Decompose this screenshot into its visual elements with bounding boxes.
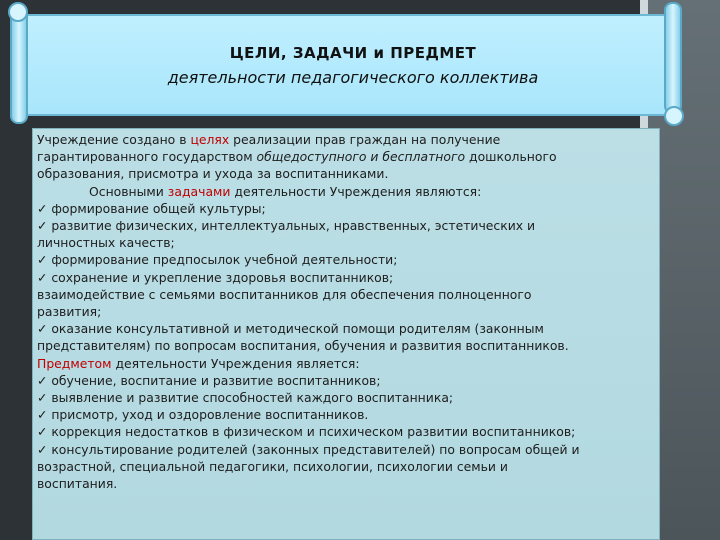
intro-line-b-italic: общедоступного и бесплатного: [256, 149, 466, 165]
intro-prefix: Учреждение создано в: [37, 132, 191, 147]
list-item: развития;: [37, 304, 102, 320]
intro-line-c: образования, присмотра и ухода за воспитанниками.: [37, 166, 389, 182]
list-item: ✓ коррекция недостатков в физическом и психическом развитии воспитанников;: [37, 424, 576, 440]
list-item: взаимодействие с семьями воспитанников для обеспечения полноценного: [37, 286, 532, 302]
title-scroll-banner: [8, 2, 684, 126]
list-item: ✓ оказание консультативной и методической помощи родителям (законным: [37, 321, 544, 337]
subject-lead-suffix: деятельности Учреждения является:: [111, 355, 360, 371]
tasks-heading: [37, 183, 653, 200]
scroll-body: [22, 14, 676, 116]
tasks-lead-prefix: Основными: [89, 183, 168, 199]
list-item: ✓ присмотр, уход и оздоровление воспитанников.: [37, 407, 369, 423]
list-item: ✓ формирование общей культуры;: [37, 200, 266, 216]
subject-heading: [37, 355, 653, 372]
scroll-knob-icon: [8, 2, 28, 22]
list-item: ✓ обучение, воспитание и развитие воспитанников;: [37, 372, 381, 388]
list-item: представителям) по вопросам воспитания, обучения и развития воспитанников.: [37, 338, 569, 354]
intro-line-a: реализации прав граждан на получение: [229, 132, 501, 147]
list-item: воспитания.: [37, 476, 118, 492]
list-item: ✓ выявление и развитие способностей каждого воспитанника;: [37, 390, 454, 406]
list-item: ✓ консультирование родителей (законных представителей) по вопросам общей и: [37, 441, 580, 457]
page-title: ЦЕЛИ, ЗАДАЧИ и ПРЕДМЕТ: [229, 44, 477, 62]
list-item: ✓ развитие физических, интеллектуальных, нравственных, эстетических и: [37, 218, 536, 234]
list-item: личностных качеств;: [37, 235, 175, 251]
intro-highlight: целях: [190, 132, 230, 147]
list-item: возрастной, специальной педагогики, психологии, психологии семьи и: [37, 458, 508, 474]
list-item: ✓ формирование предпосылок учебной деятельности;: [37, 252, 398, 268]
subject-highlight: Предметом: [37, 355, 112, 371]
scroll-curl-left: [10, 8, 28, 124]
intro-paragraph: [37, 131, 653, 183]
scroll-knob-icon: [664, 106, 684, 126]
list-item: ✓ сохранение и укрепление здоровья воспитанников;: [37, 269, 394, 285]
content-panel: [32, 128, 660, 540]
intro-line-b-suffix: дошкольного: [465, 149, 557, 165]
tasks-lead-suffix: деятельности Учреждения являются:: [230, 183, 482, 199]
tasks-lead-highlight: задачами: [167, 183, 231, 199]
intro-line-b-prefix: гарантированного государством: [37, 149, 257, 165]
page-subtitle: деятельности педагогического коллектива: [167, 68, 539, 87]
